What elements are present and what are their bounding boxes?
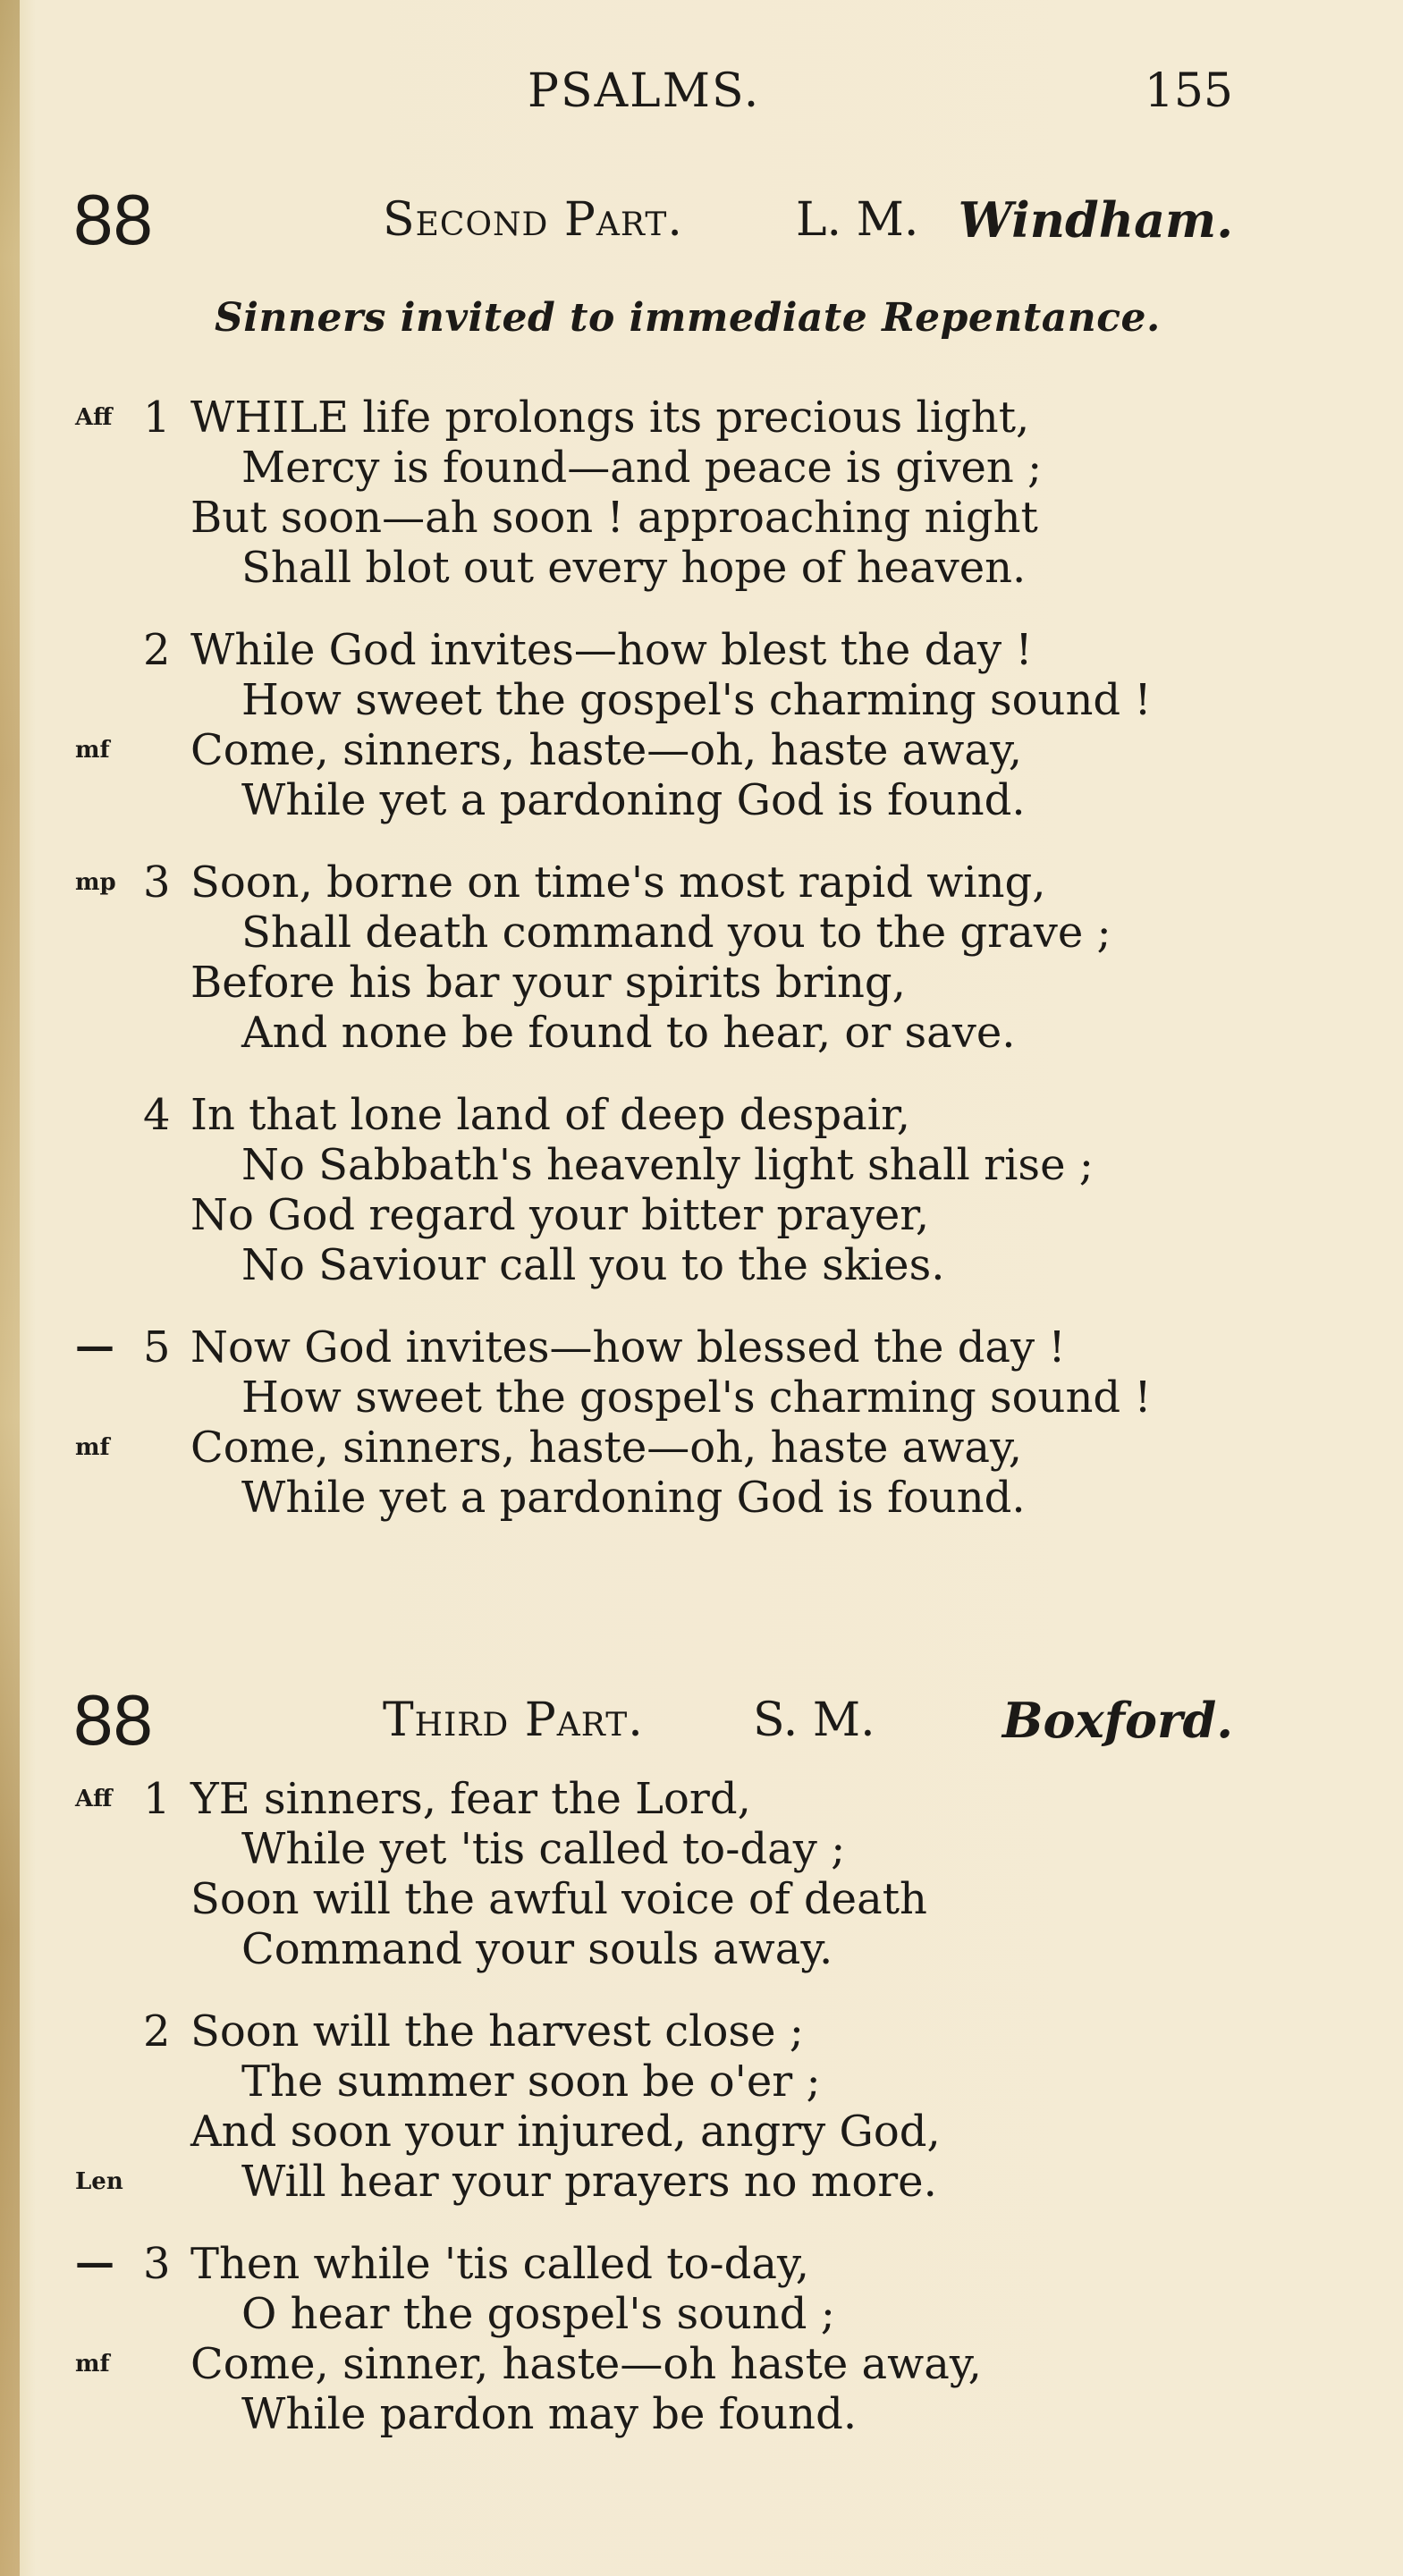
verse-line: Soon will the harvest close ; (190, 2006, 804, 2057)
meter: L. M. (796, 193, 919, 247)
verse-line: No Saviour call you to the skies. (241, 1240, 945, 1290)
verse-number: 3 (143, 2239, 171, 2289)
verse-line: Shall blot out every hope of heaven. (241, 543, 1027, 593)
verse-line: While pardon may be found. (241, 2389, 858, 2439)
dynamics-mark: mf (75, 737, 110, 764)
dynamics-mark: mf (75, 2351, 110, 2378)
verse-line: In that lone land of deep despair, (190, 1090, 911, 1140)
verse-line: Come, sinners, haste—oh, haste away, (190, 1423, 1022, 1473)
verse-line: Soon, borne on time's most rapid wing, (190, 857, 1046, 908)
verse-number: 2 (143, 2006, 171, 2057)
verse-number: 5 (143, 1322, 171, 1372)
verse-number: 3 (143, 857, 171, 908)
verse-line: And none be found to hear, or save. (241, 1008, 1016, 1058)
meter: S. M. (753, 1693, 875, 1747)
verse-line: Will hear your prayers no more. (241, 2157, 937, 2207)
verse-line: Mercy is found—and peace is given ; (241, 443, 1043, 493)
verse-line: Now God invites—how blessed the day ! (190, 1322, 1066, 1372)
tune-name: Boxford. (1002, 1692, 1233, 1749)
verse-number: 1 (143, 1774, 171, 1824)
dynamics-mark: mp (75, 869, 116, 896)
verse-line: How sweet the gospel's charming sound ! (241, 675, 1152, 725)
dynamics-mark: — (75, 1323, 114, 1369)
tune-name: Windham. (958, 191, 1233, 249)
page-number: 155 (1144, 64, 1233, 118)
hymn-subtitle: Sinners invited to immediate Repentance. (215, 295, 1161, 341)
verse-number: 4 (143, 1090, 171, 1140)
verse-line: And soon your injured, angry God, (190, 2107, 941, 2157)
page-header (0, 64, 1403, 127)
verse-line: No Sabbath's heavenly light shall rise ; (241, 1140, 1094, 1190)
verse-line: WHILE life prolongs its precious light, (190, 393, 1030, 443)
verse-line: How sweet the gospel's charming sound ! (241, 1372, 1152, 1423)
hymn-heading (0, 1679, 1403, 1769)
verse-line: But soon—ah soon ! approaching night (190, 493, 1038, 543)
running-title: PSALMS. (528, 64, 761, 118)
hymn-number: 88 (73, 1680, 153, 1760)
part-title: Third Part. (383, 1693, 644, 1747)
verse-line: O hear the gospel's sound ; (241, 2289, 835, 2339)
verse-line: Shall death command you to the grave ; (241, 908, 1111, 958)
verse-number: 2 (143, 625, 171, 675)
verse-line: Come, sinners, haste—oh, haste away, (190, 725, 1022, 775)
verse-line: Command your souls away. (241, 1924, 833, 1974)
verse-line: Then while 'tis called to-day, (190, 2239, 809, 2289)
verse-line: While yet a pardoning God is found. (241, 1473, 1026, 1523)
page-binding-edge (0, 0, 20, 2576)
dynamics-mark: Len (75, 2168, 123, 2195)
dynamics-mark: Aff (75, 404, 113, 431)
verse-line: The summer soon be o'er ; (241, 2057, 821, 2107)
verse-line: Soon will the awful voice of death (190, 1874, 927, 1924)
hymn-heading (0, 179, 1403, 268)
verse-line: While God invites—how blest the day ! (190, 625, 1033, 675)
verse-line: Come, sinner, haste—oh haste away, (190, 2339, 982, 2389)
verse-line: YE sinners, fear the Lord, (190, 1774, 751, 1824)
dynamics-mark: mf (75, 1434, 110, 1461)
verse-line: No God regard your bitter prayer, (190, 1190, 930, 1240)
verse-line: While yet a pardoning God is found. (241, 775, 1026, 825)
verse-number: 1 (143, 393, 171, 443)
dynamics-mark: — (75, 2240, 114, 2285)
verse-line: Before his bar your spirits bring, (190, 958, 906, 1008)
dynamics-mark: Aff (75, 1786, 113, 1812)
hymn-number: 88 (73, 180, 153, 259)
verse-line: While yet 'tis called to-day ; (241, 1824, 846, 1874)
part-title: Second Part. (383, 193, 683, 247)
